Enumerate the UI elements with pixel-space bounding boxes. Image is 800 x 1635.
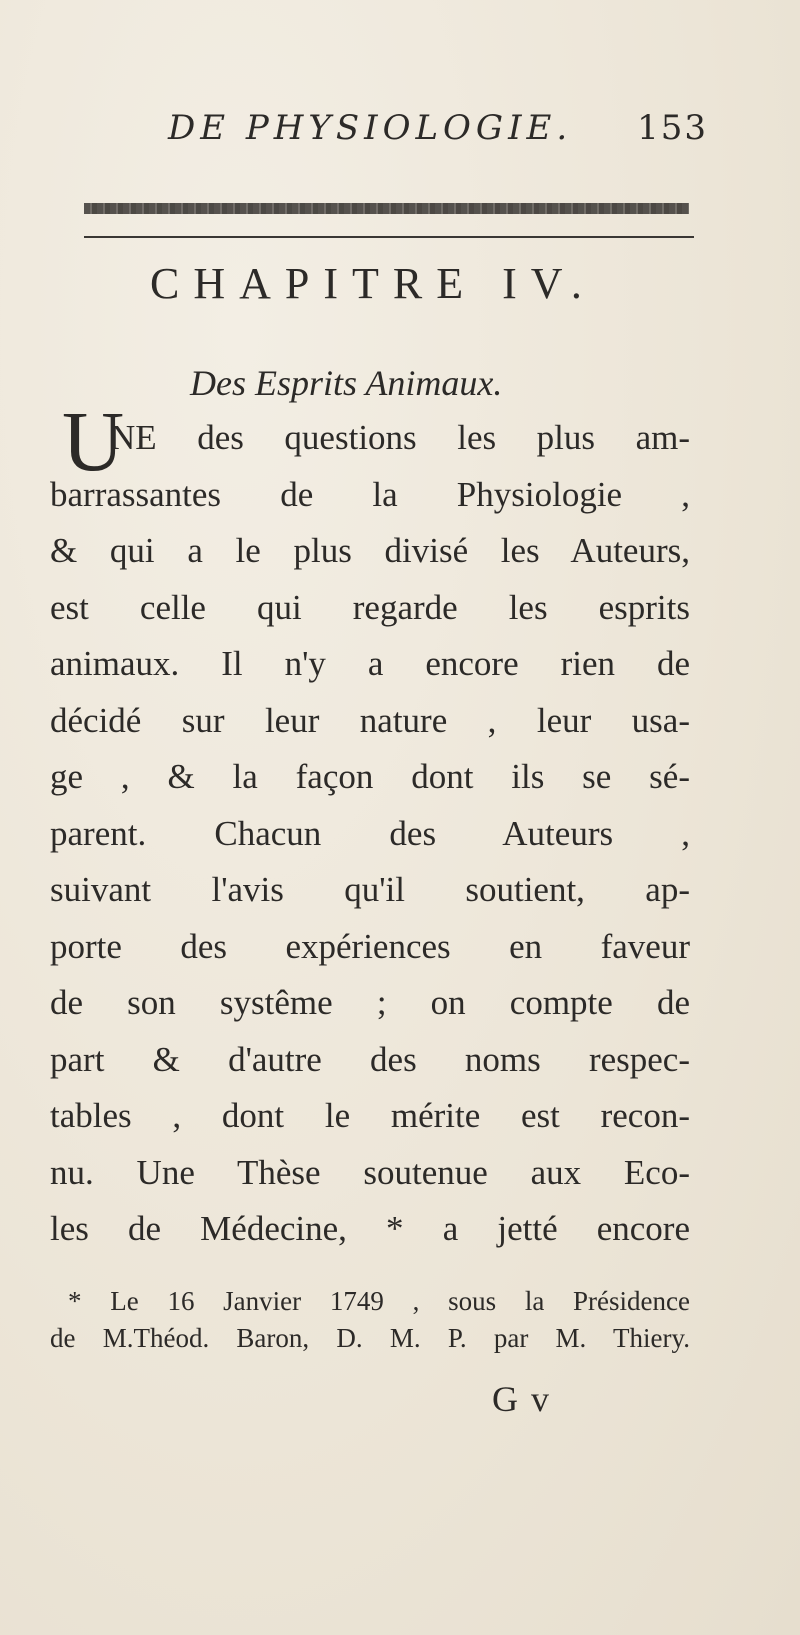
- chapter-title: CHAPITRE IV.: [150, 259, 596, 308]
- text-line: est celle qui regarde les esprits: [50, 587, 690, 627]
- body-text: [50, 410, 690, 1258]
- text-line: nu. Une Thèse soutenue aux Eco-: [50, 1152, 690, 1192]
- text-line: barrassantes de la Physiologie ,: [50, 474, 690, 514]
- text-line: de son systême ; on compte de: [50, 983, 690, 1022]
- text-line: animaux. Il n'y a encore rien de: [50, 644, 690, 683]
- footnote-line: * Le 16 Janvier 1749 , sous la Présidence: [68, 1286, 690, 1316]
- text-line: ge , & la façon dont ils se sé-: [50, 757, 690, 796]
- page-number: 153: [637, 108, 708, 148]
- text-line: les de Médecine, * a jetté encore: [50, 1209, 690, 1248]
- signature-mark: G v: [492, 1379, 551, 1419]
- footnote-line: de M.Théod. Baron, D. M. P. par M. Thiery.: [50, 1323, 690, 1353]
- text-line: parent. Chacun des Auteurs ,: [50, 813, 690, 853]
- text-line: tables , dont le mérite est recon-: [50, 1096, 690, 1135]
- text-line: part & d'autre des noms respec-: [50, 1039, 690, 1079]
- text-line: & qui a le plus divisé les Auteurs,: [50, 531, 690, 570]
- divider-rule: [84, 236, 694, 238]
- text-line: NE des questions les plus am-: [110, 418, 690, 457]
- drop-cap: U: [62, 393, 125, 489]
- text-line: suivant l'avis qu'il soutient, ap-: [50, 870, 690, 909]
- section-title: Des Esprits Animaux.: [190, 363, 503, 403]
- text-line: décidé sur leur nature , leur usa-: [50, 700, 690, 740]
- running-head-title: DE PHYSIOLOGIE.: [168, 108, 573, 148]
- footnote: [50, 1283, 690, 1357]
- running-head: [168, 108, 708, 148]
- ornamental-rule: [84, 203, 689, 214]
- text-line: porte des expériences en faveur: [50, 926, 690, 966]
